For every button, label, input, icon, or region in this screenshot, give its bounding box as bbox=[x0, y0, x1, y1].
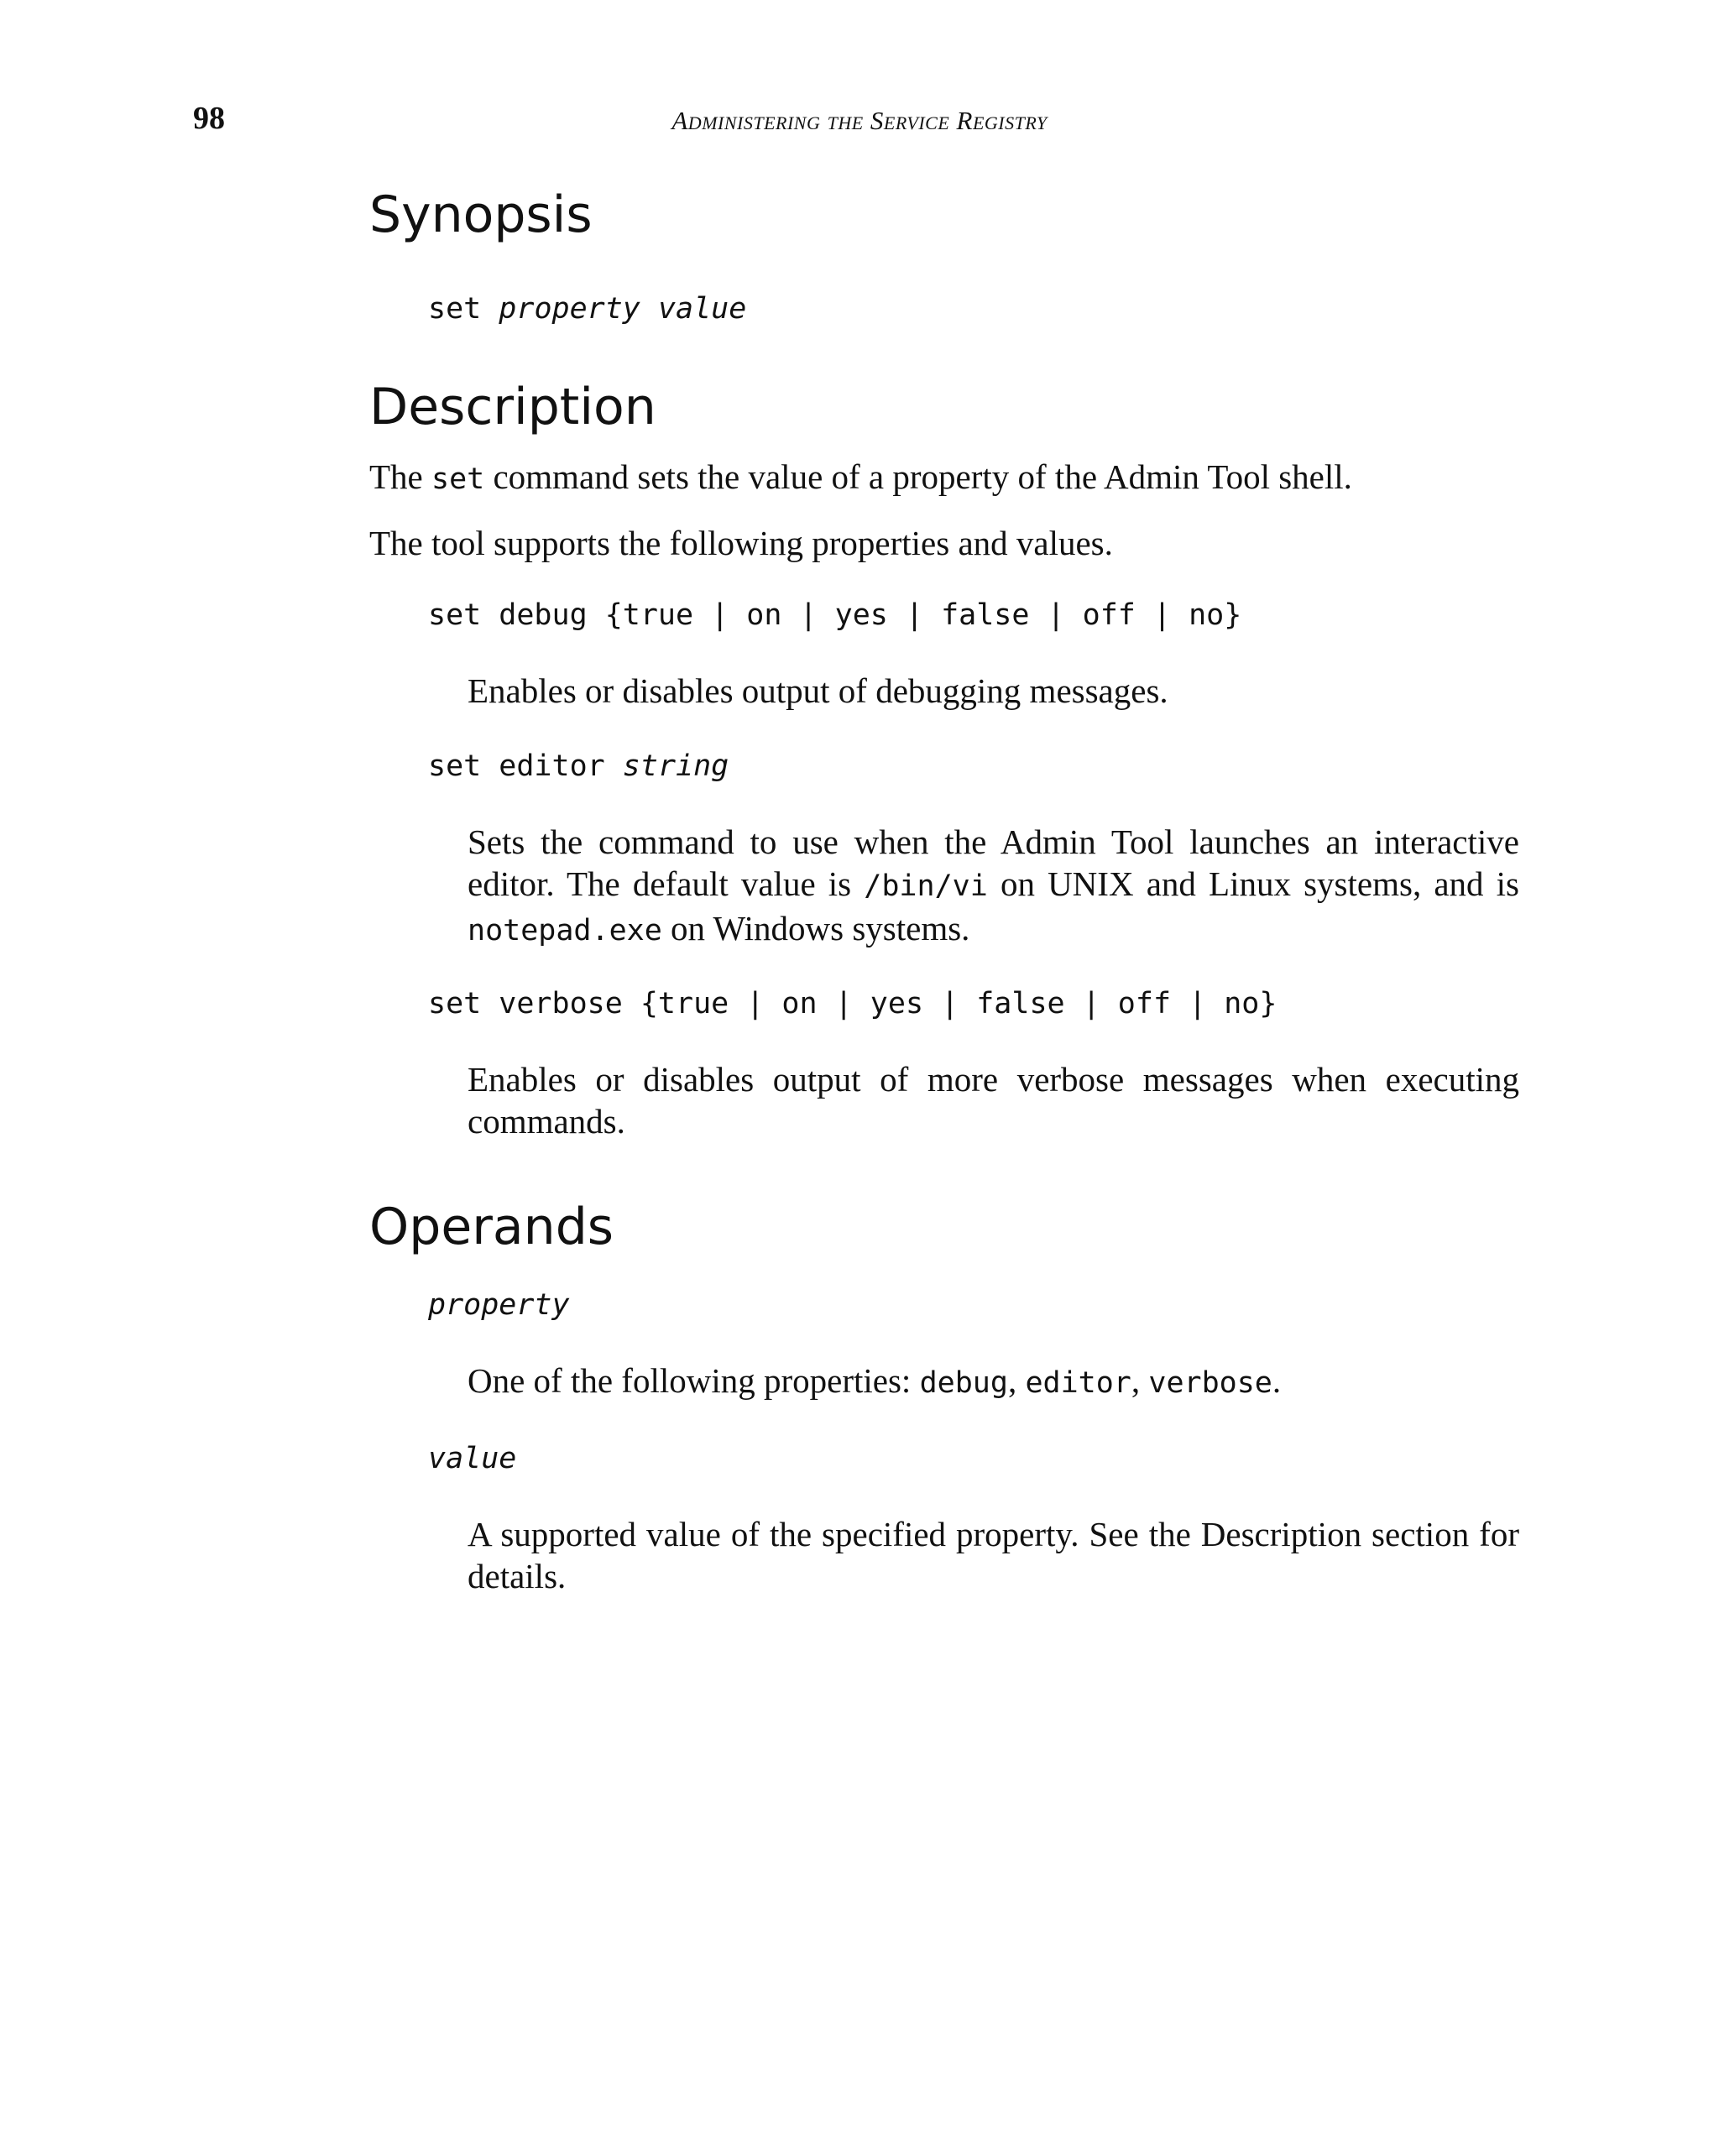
inline-code-bin-vi: /bin/vi bbox=[864, 869, 988, 903]
inline-code-set: set bbox=[431, 462, 485, 496]
editor-syntax: set editor string bbox=[428, 749, 729, 783]
operands-heading: Operands bbox=[369, 1198, 614, 1256]
editor-description: Sets the command to use when the Admin Tool launches an interactive editor. The default value is /bin/vi on UNIX and Linux systems, and is notepad.exe on Windows systems. bbox=[468, 822, 1520, 947]
operand-value-description: A supported value of the specified property. See the Description section for details. bbox=[468, 1515, 1519, 1595]
operand-value-name: value bbox=[428, 1442, 517, 1475]
description-intro: The set command sets the value of a property of the Admin Tool shell. bbox=[369, 457, 1352, 496]
page-number: 98 bbox=[193, 101, 225, 136]
synopsis-command: set bbox=[428, 292, 482, 326]
operand-property-name: property bbox=[428, 1288, 570, 1322]
inline-code-editor: editor bbox=[1025, 1366, 1131, 1400]
description-heading: Description bbox=[369, 378, 656, 436]
synopsis-syntax bbox=[428, 290, 1519, 327]
running-header: Administering the Service Registry bbox=[671, 106, 1048, 135]
verbose-description: Enables or disables output of more verbose messages when executing commands. bbox=[468, 1060, 1519, 1141]
editor-arg-string: string bbox=[622, 749, 729, 783]
synopsis-arg-value: value bbox=[657, 292, 747, 326]
inline-code-verbose: verbose bbox=[1148, 1366, 1272, 1400]
synopsis-heading: Synopsis bbox=[369, 185, 593, 244]
synopsis-arg-property: property bbox=[499, 292, 640, 326]
inline-code-debug: debug bbox=[919, 1366, 1008, 1400]
debug-syntax: set debug {true | on | yes | false | off | no} bbox=[428, 598, 1242, 632]
debug-description: Enables or disables output of debugging messages. bbox=[468, 671, 1168, 710]
page-content bbox=[369, 183, 1519, 1597]
description-supports: The tool supports the following properties and values. bbox=[369, 524, 1113, 562]
verbose-syntax: set verbose {true | on | yes | false | off | no} bbox=[428, 987, 1277, 1021]
inline-code-notepad: notepad.exe bbox=[468, 914, 662, 947]
operand-property-description: One of the following properties: debug, editor, verbose. bbox=[468, 1361, 1282, 1400]
